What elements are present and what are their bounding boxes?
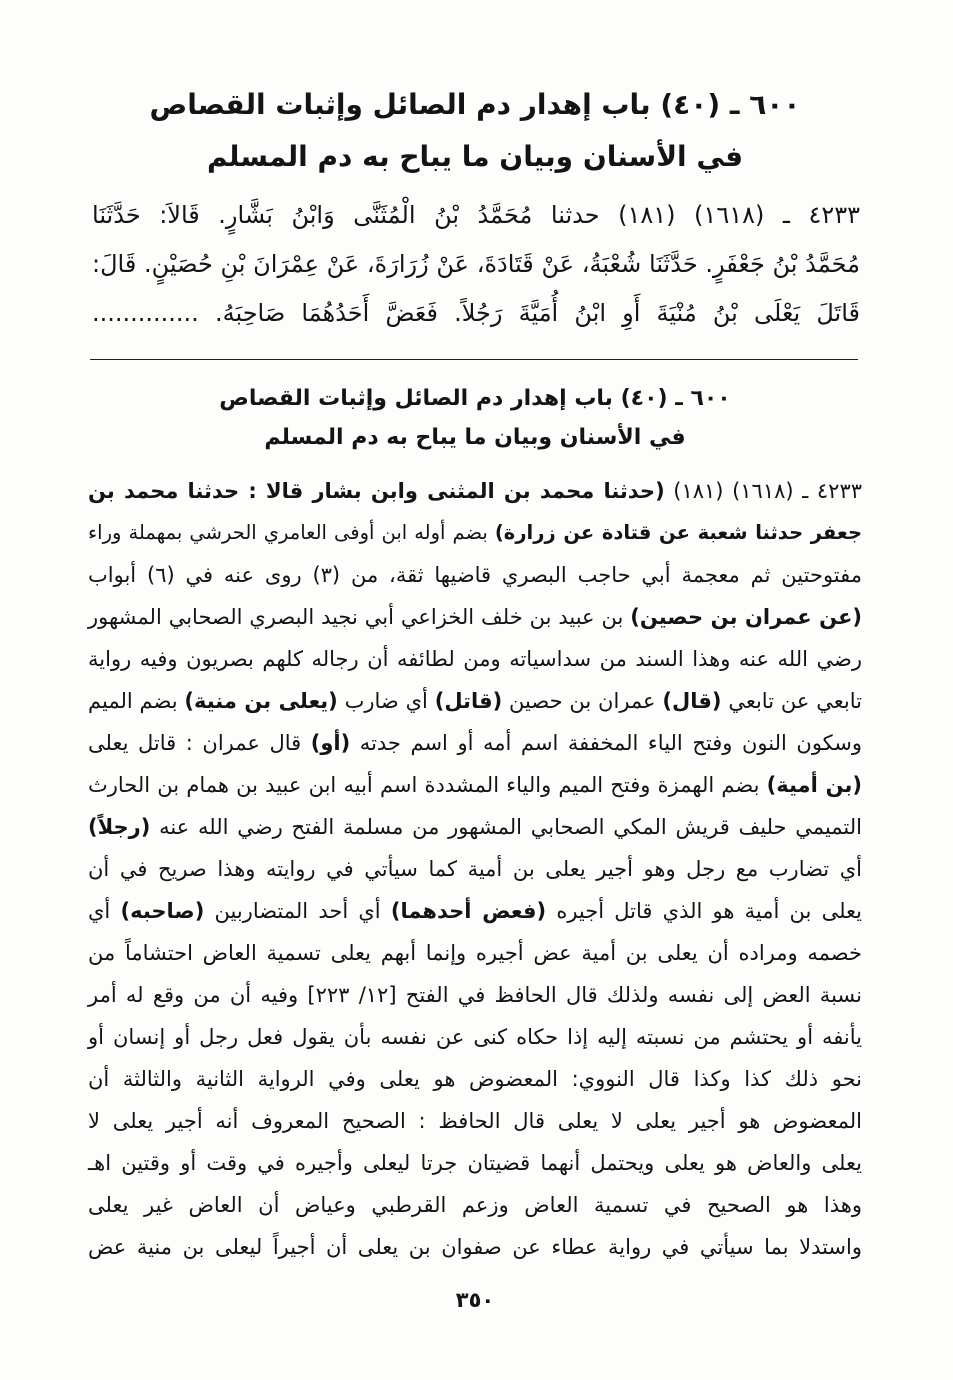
commentary-line bbox=[88, 1184, 862, 1226]
commentary-line bbox=[88, 596, 862, 638]
commentary-line bbox=[88, 470, 862, 512]
commentary-line bbox=[88, 932, 862, 974]
commentary-segment: أي تضارب مع رجل وهو أجير يعلى بن أمية كما سيأتي في روايته وهذا صريح في أن bbox=[88, 857, 862, 881]
commentary-segment: بضم الهمزة وفتح الميم والياء المشددة اسم أبيه ابن عبيد بن همام بن الحارث bbox=[88, 773, 767, 797]
commentary-segment: ٤٢٣٣ ـ (١٦١٨) (١٨١) bbox=[664, 479, 863, 503]
commentary-segment: خصمه ومراده أن يعلى بن أمية عض أجيره وإنما أبهم يعلى تسمية العاض احتشاماً من bbox=[88, 941, 862, 965]
commentary-segment: يعلى والعاض هو يعلى ويحتمل أنهما قضيتان جرتا ليعلى وأجيره في وقت أو وقتين اهـ bbox=[88, 1151, 862, 1175]
commentary-segment: يأنفه أو يحتشم من نسبته إليه إذا حكاه كنى عن نفسه بأن يقول فعل رجل أو إنسان أو bbox=[88, 1025, 862, 1049]
commentary-segment: أي ضارب bbox=[337, 689, 435, 713]
commentary-line bbox=[88, 638, 862, 680]
commentary-segment: وسكون النون وفتح الياء المخففة اسم أمه أو اسم جدته bbox=[350, 731, 862, 755]
commentary-text bbox=[88, 470, 862, 1268]
commentary-segment: رضي الله عنه وهذا السند من سداسياته ومن لطائفه أن رجاله كلهم بصريون وفيه رواية bbox=[88, 647, 862, 671]
chapter-heading bbox=[88, 79, 862, 183]
commentary-line bbox=[88, 1226, 862, 1268]
commentary-segment: عمران بن حصين bbox=[502, 689, 663, 713]
commentary-segment: أي bbox=[88, 899, 121, 923]
chapter-heading-line-1: ٦٠٠ ـ (٤٠) باب إهدار دم الصائل وإثبات القصاص bbox=[149, 88, 801, 121]
quoted-hadith-text: (عن عمران بن حصين) bbox=[630, 605, 863, 629]
commentary-segment: بن عبيد بن خلف الخزاعي أبي نجيد البصري الصحابي المشهور bbox=[88, 605, 631, 629]
hadith-line: قَاتَلَ يَعْلَى بْنُ مُنْيَةَ أَوِ ابْنُ أُمَيَّةَ رَجُلاً. فَعَضَّ أَحَدُهُمَا صَاحِبَهُ. .............. bbox=[92, 299, 860, 327]
chapter-heading-line-2: في الأسنان وبيان ما يباح به دم المسلم bbox=[206, 140, 744, 173]
commentary-line bbox=[88, 1142, 862, 1184]
commentary-line bbox=[88, 1058, 862, 1100]
commentary-segment: قال عمران : قاتل يعلى bbox=[88, 731, 311, 755]
commentary-line bbox=[88, 974, 862, 1016]
quoted-hadith-text: (حدثنا محمد بن المثنى وابن بشار قالا : حدثنا محمد بن bbox=[88, 479, 665, 503]
commentary-line bbox=[88, 722, 862, 764]
commentary-segment: بضم الميم bbox=[88, 689, 185, 713]
quoted-hadith-text: (قال) bbox=[662, 689, 722, 713]
commentary-line bbox=[88, 512, 862, 554]
quoted-hadith-text: (فعض أحدهما) bbox=[390, 899, 547, 923]
commentary-heading-line-1: ٦٠٠ ـ (٤٠) باب إهدار دم الصائل وإثبات القصاص bbox=[219, 386, 731, 411]
commentary-line bbox=[88, 554, 862, 596]
commentary-segment: المعضوض هو أجير يعلى لا يعلى قال الحافظ : الصحيح المعروف أنه أجير يعلى لا bbox=[88, 1109, 862, 1133]
commentary-segment: نسبة العض إلى نفسه ولذلك قال الحافظ في الفتح [١٢/ ٢٢٣] وفيه أن من وقع له أمر bbox=[88, 983, 862, 1007]
commentary-segment: تابعي عن تابعي bbox=[721, 689, 862, 713]
hadith-line: مُحَمَّدُ بْنُ جَعْفَرٍ. حَدَّثَنَا شُعْبَةُ، عَنْ قَتَادَةَ، عَنْ زُرَارَةَ، عَنْ عِمْرَانَ بْنِ حُصَيْنٍ. قَالَ: bbox=[92, 250, 860, 278]
divider-line bbox=[90, 359, 858, 360]
commentary-segment: نحو ذلك كذا وكذا قال النووي: المعضوض هو يعلى وفي الرواية الثانية والثالثة أن bbox=[88, 1067, 862, 1091]
commentary-chapter-heading bbox=[88, 379, 862, 457]
commentary-line bbox=[88, 890, 862, 932]
commentary-segment: واستدلا بما سيأتي في رواية عطاء عن صفوان بن يعلى أن أجيراً ليعلى بن منية عض bbox=[88, 1235, 862, 1259]
hadith-line: ٤٢٣٣ ـ (١٦١٨) (١٨١) حدثنا مُحَمَّدُ بْنُ الْمُثَنَّى وَابْنُ بَشَّارٍ. قَالاَ: حَدَّثَنَا bbox=[92, 201, 861, 229]
quoted-hadith-text: جعفر حدثنا شعبة عن قتادة عن زرارة) bbox=[494, 521, 862, 544]
quoted-hadith-text: (يعلى بن منية) bbox=[184, 689, 338, 713]
hadith-text bbox=[92, 191, 860, 338]
commentary-line bbox=[88, 680, 862, 722]
quoted-hadith-text: (بن أمية) bbox=[766, 773, 862, 797]
commentary-segment: وهذا هو الصحيح في تسمية العاض وزعم القرطبي وعياض أن العاض غير يعلى bbox=[88, 1193, 862, 1217]
quoted-hadith-text: (قاتل) bbox=[434, 689, 503, 713]
commentary-line bbox=[88, 764, 862, 806]
commentary-line bbox=[88, 1100, 862, 1142]
commentary-segment: التميمي حليف قريش المكي الصحابي المشهور من مسلمة الفتح رضي الله عنه bbox=[150, 815, 862, 839]
commentary-line bbox=[88, 1016, 862, 1058]
quoted-hadith-text: (رجلاً) bbox=[88, 815, 151, 839]
commentary-segment: أي أحد المتضاربين bbox=[204, 899, 391, 923]
commentary-segment: مفتوحتين ثم معجمة أبي حاجب البصري قاضيها ثقة، من (٣) روى عنه في (٦) أبواب bbox=[88, 563, 863, 587]
quoted-hadith-text: (صاحبه) bbox=[120, 899, 205, 923]
quoted-hadith-text: (أو) bbox=[310, 731, 351, 755]
commentary-line bbox=[88, 806, 862, 848]
commentary-segment: بضم أوله ابن أوفى العامري الحرشي بمهملة وراء bbox=[88, 521, 495, 544]
page-number: ٣٥٠ bbox=[455, 1288, 495, 1312]
commentary-heading-line-2: في الأسنان وبيان ما يباح به دم المسلم bbox=[264, 425, 686, 450]
commentary-segment: يعلى بن أمية هو الذي قاتل أجيره bbox=[546, 899, 862, 923]
commentary-line bbox=[88, 848, 862, 890]
